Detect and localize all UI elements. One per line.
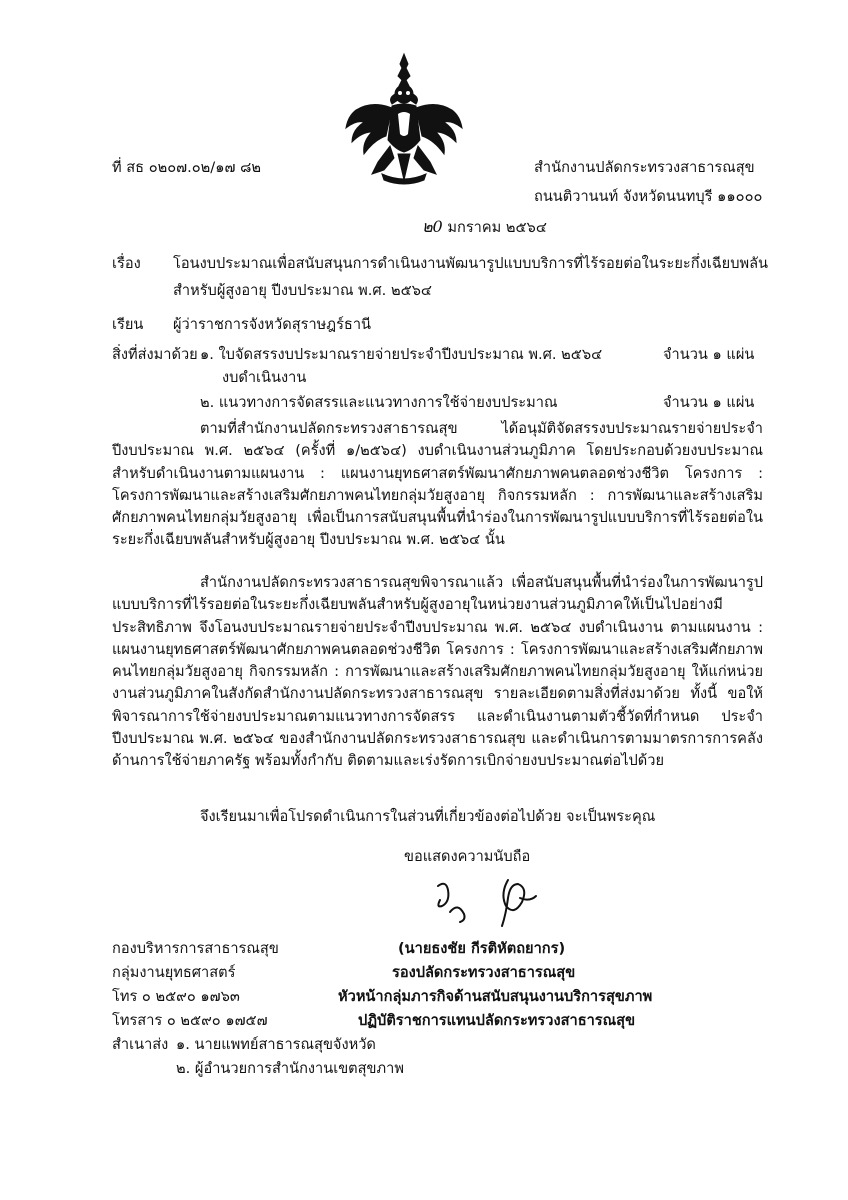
enclosures-label: สิ่งที่ส่งมาด้วย	[112, 346, 198, 363]
office-address: ถนนติวานนท์ จังหวัดนนทบุรี ๑๑๐๐๐	[534, 188, 763, 205]
footer-group: กลุ่มงานยุทธศาสตร์	[112, 964, 236, 981]
enclosure-item-1: ๑. ใบจัดสรรงบประมาณรายจ่ายประจำปีงบประมาณ พ.ศ. ๒๕๖๔	[200, 346, 603, 363]
subject-line-2: สำหรับผู้สูงอายุ ปีงบประมาณ พ.ศ. ๒๕๖๔	[173, 282, 432, 299]
document-date	[422, 216, 547, 239]
cc-item-2: ๒. ผู้อำนวยการสำนักงานเขตสุขภาพ	[176, 1060, 404, 1077]
signer-name: (นายธงชัย กีรติหัตถยากร)	[398, 940, 566, 957]
date-month-year: มกราคม ๒๕๖๔	[447, 219, 547, 236]
footer-division: กองบริหารการสาธารณสุข	[112, 940, 279, 957]
footer-fax: โทรสาร ๐ ๒๕๙๐ ๑๗๕๗	[112, 1012, 268, 1029]
cc-label: สำเนาส่ง	[112, 1036, 169, 1053]
enclosure-item-1-qty: จำนวน ๑ แผ่น	[663, 346, 755, 363]
body-paragraph-2-text: สำนักงานปลัดกระทรวงสาธารณสุขพิจารณาแล้ว เพื่อสนับสนุนพื้นที่นำร่องในการพัฒนารูปแบบบริการที่ไร้รอยต่อในระยะกึ่งเฉียบพลันสำหรับผู้สูงอายุในหน่วยงานส่วนภูมิภาคให้เป็นไปอย่างมีประสิทธิภาพ จึงโอนงบประมาณรายจ่ายประจำปีงบประมาณ พ.ศ. ๒๕๖๔ งบดำเนินงาน ตามแผนงาน : แผนงานยุทธศาสตร์พัฒนาศักยภาพคนตลอดช่วงชีวิต โครงการ : โครงการพัฒนาและสร้างเสริมศักยภาพคนไทยกลุ่มวัยสูงอายุ กิจกรรมหลัก : การพัฒนาและสร้างเสริมศักยภาพคนไทยกลุ่มวัยสูงอายุ ให้แก่หน่วยงานส่วนภูมิภาคในสังกัดสำนักงานปลัดกระทรวงสาธารณสุข รายละเอียดตามสิ่งที่ส่งมาด้วย ทั้งนี้ ขอให้พิจารณาการใช้จ่ายงบประมาณตามแนวทางการจัดสรร และดำเนินงานตามตัวชี้วัดที่กำหนด ประจำปีงบประมาณ พ.ศ. ๒๕๖๔ ของสำนักงานปลัดกระทรวงสาธารณสุข และดำเนินการตามมาตรการการคลังด้านการใช้จ่ายภาครัฐ พร้อมทั้งกำกับ ติดตามและเร่งรัดการเบิกจ่ายงบประมาณต่อไปด้วย	[112, 574, 763, 770]
recipient-name: ผู้ว่าราชการจังหวัดสุราษฎร์ธานี	[173, 316, 371, 333]
signer-title-2: หัวหน้ากลุ่มภารกิจด้านสนับสนุนงานบริการสุขภาพ	[338, 988, 653, 1005]
closing-salutation: ขอแสดงความนับถือ	[404, 848, 531, 865]
signer-title-1: รองปลัดกระทรวงสาธารณสุข	[392, 964, 576, 981]
subject-label: เรื่อง	[112, 255, 141, 272]
subject-line-1: โอนงบประมาณเพื่อสนับสนุนการดำเนินงานพัฒนารูปแบบบริการที่ไร้รอยต่อในระยะกึ่งเฉียบพลัน	[173, 255, 769, 272]
body-paragraph-3: จึงเรียนมาเพื่อโปรดดำเนินการในส่วนที่เกี่ยวข้องต่อไปด้วย จะเป็นพระคุณ	[200, 808, 656, 825]
body-paragraph-2	[112, 572, 763, 773]
enclosure-item-2-qty: จำนวน ๑ แผ่น	[663, 394, 755, 411]
document-number: ที่ สธ ๐๒๐๗.๐๒/๑๗ ๘๒	[112, 159, 261, 176]
footer-telephone: โทร ๐ ๒๕๙๐ ๑๗๖๓	[112, 988, 240, 1005]
signer-title-3: ปฏิบัติราชการแทนปลัดกระทรวงสาธารณสุข	[358, 1012, 636, 1029]
body-paragraph-1	[112, 418, 763, 552]
recipient-label: เรียน	[112, 316, 144, 333]
garuda-emblem	[342, 50, 466, 185]
date-day: ๒0	[422, 217, 443, 236]
signature-mark	[424, 872, 554, 932]
cc-item-1: ๑. นายแพทย์สาธารณสุขจังหวัด	[176, 1036, 376, 1053]
body-paragraph-1-text: ตามที่สำนักงานปลัดกระทรวงสาธารณสุข ได้อนุมัติจัดสรรงบประมาณรายจ่ายประจำปีงบประมาณ พ.ศ. ๒๕๖๔ (ครั้งที่ ๑/๒๕๖๔) งบดำเนินงานส่วนภูมิภาค โดยประกอบด้วยงบประมาณสำหรับดำเนินงานตามแผนงาน : แผนงานยุทธศาสตร์พัฒนาศักยภาพคนตลอดช่วงชีวิต โครงการ : โครงการพัฒนาและสร้างเสริมศักยภาพคนไทยกลุ่มวัยสูงอายุ กิจกรรมหลัก : การพัฒนาและสร้างเสริมศักยภาพคนไทยกลุ่มวัยสูงอายุ เพื่อเป็นการสนับสนุนพื้นที่นำร่องในการพัฒนารูปแบบบริการที่ไร้รอยต่อในระยะกึ่งเฉียบพลันสำหรับผู้สูงอายุ ปีงบประมาณ พ.ศ. ๒๕๖๔ นั้น	[112, 420, 763, 549]
enclosure-item-2: ๒. แนวทางการจัดสรรและแนวทางการใช้จ่ายงบประมาณ	[200, 394, 558, 411]
enclosure-item-1-sub: งบดำเนินงาน	[222, 369, 307, 386]
office-name: สำนักงานปลัดกระทรวงสาธารณสุข	[534, 159, 755, 176]
